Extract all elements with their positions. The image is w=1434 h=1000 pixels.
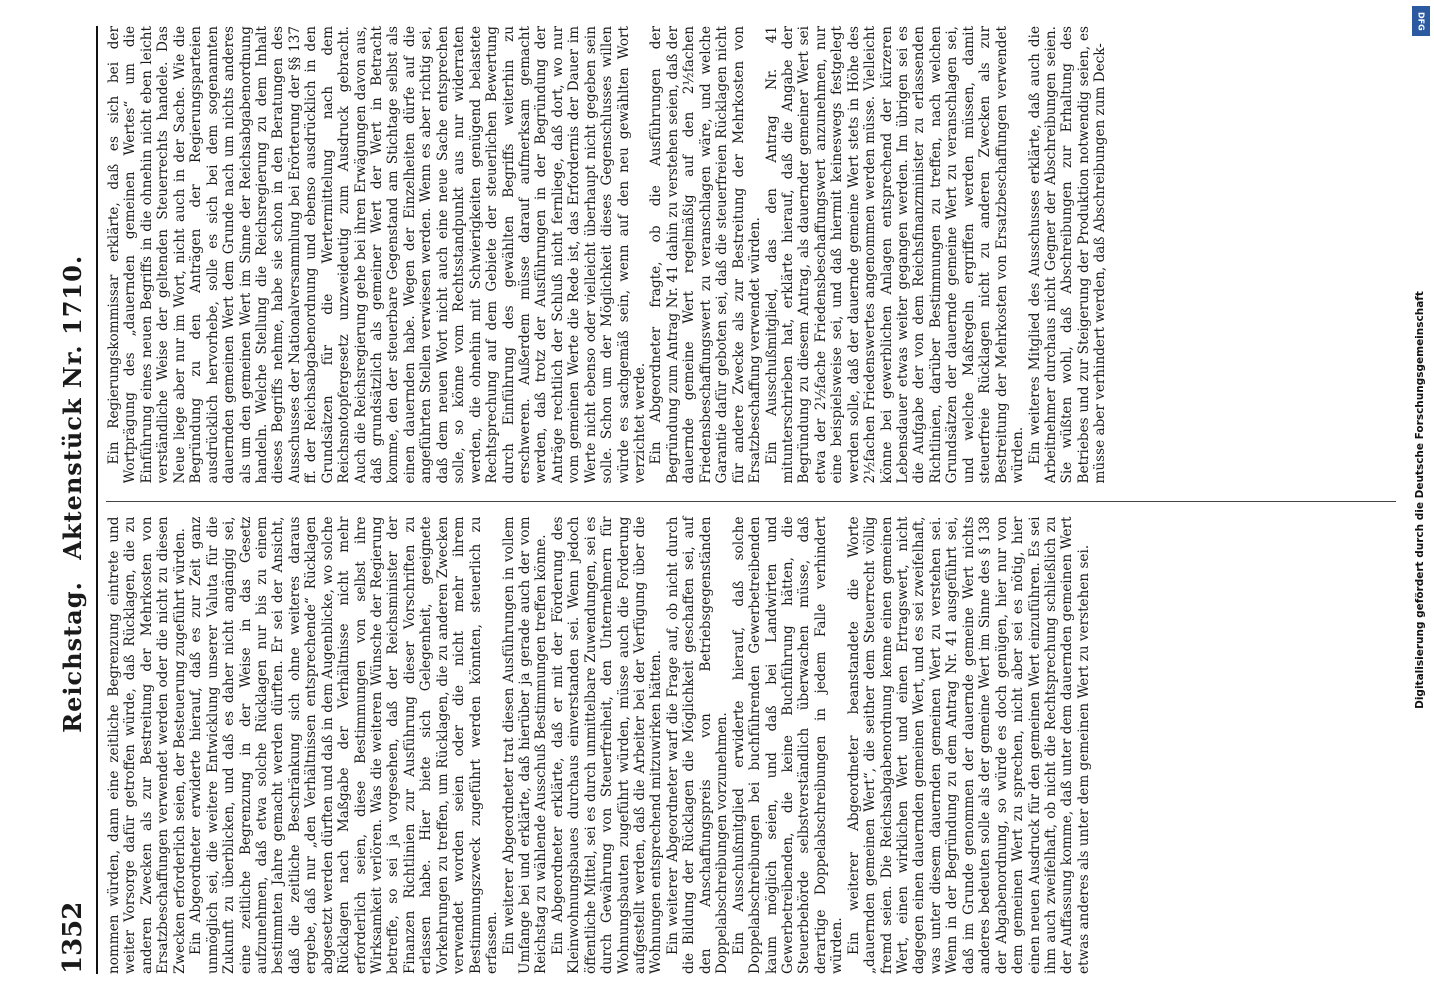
scanned-page <box>40 0 1410 1000</box>
page-number: 1352 <box>58 901 88 974</box>
paragraph: Ein Abgeordneter erwiderte hierauf, daß es zur Zeit ganz unmöglich sei, die weitere Entwicklung unserer Valuta für die Zukunft zu überblicken, und daß es daher nicht angängig sei, eine zeitliche Begrenzung in der Weise in das Gesetz aufzunehmen, daß etwa solche Rücklagen nur bis zu einem bestimmten Jahre gemacht werden dürften. Er sei der Ansicht, daß die zeitliche Beschränkung sich ohne weiteres daraus ergebe, daß nur „den Verhältnissen entsprechende“ Rücklagen abgesetzt werden dürften und daß in dem Augenblicke, wo solche Rücklagen nach Maßgabe der Verhältnisse nicht mehr erforderlich seien, diese Bestimmungen von selbst ihre Wirksamkeit verlören. Was die weiteren Wünsche der Regierung betreffe, so sei ja vorgesehen, daß der Reichsminister der Finanzen Richtlinien zur Ausführung dieser Vorschriften zu erlassen habe. Hier biete sich Gelegenheit, geeignete Vorkehrungen zu treffen, um Rücklagen, die zu anderen Zwecken verwendet worden seien oder die nicht mehr ihrem Bestimmungszweck zugeführt werden könnten, steuerlich zu erfassen. <box>188 516 501 974</box>
left-column <box>106 502 1396 975</box>
paragraph: Ein Regierungskommissar erklärte, daß es sich bei der Wortprägung des „dauernden gemeinen Wertes“ um die Einführung eines neuen Begriffs in die ohnehin nicht eben leicht verständliche Weise der geltenden Steuerrechts handele. Das Neue liege aber nur im Wort, nicht auch in der Sache. Wie die Begründung zu den Anträgen der Regierungsparteien ausdrücklich hervorhebe, solle es sich bei dem sogenannten dauernden gemeinen Wert dem Grunde nach um nichts anderes als um den gemeinen Wert im Sinne der Reichsabgabenordnung handeln. Welche Stellung die Reichsregierung zu dem Inhalt dieses Begriffs nehme, habe sie schon in den Beratungen des Ausschusses der Nationalversammlung bei Erörterung der §§ 137 ff. der Reichsabgabenordnung und ebenso ausdrücklich in den Grundsätzen für die Wertermittelung nach dem Reichsnotopfergesetz unzweideutig zum Ausdruck gebracht. Auch die Reichsregierung gehe bei ihren Erwägungen davon aus, daß grundsätzlich als gemeiner Wert der Wert in Betracht komme, den der steuerbare Gegenstand am Stichtage selbst als einen dauernden habe. Wegen der Einzelheiten dürfe auf die angeführten Stellen verwiesen werden. Wenn es aber richtig sei, daß dem neuen Wort nicht auch eine neue Sache entsprechen solle, so könne vom Rechtsstandpunkt aus nur widerraten werden, die ohnehin mit Schwierigkeiten genügend belastete Rechtsprechung auf dem Gebiete der steuerlichen Bewertung durch Einführung des gewählten Begriffs weiterhin zu erschweren. Außerdem müsse darauf aufmerksam gemacht werden, daß trotz der Ausführungen in der Begründung der Anträge rechtlich der Schluß nicht fernliege, daß dort, wo nur vom gemeinen Werte die Rede ist, das Erfordernis der Dauer im Werte nicht ebenso oder vielleicht überhaupt nicht gegeben sein solle. Schon um der Möglichkeit dieses Gegenschlusses willen würde es sachgemäß sein, wenn auf den neu gewählten Wort verzichtet werde. <box>106 26 648 484</box>
title-left: Reichstag. <box>58 581 87 733</box>
digitization-credit <box>1408 8 1432 992</box>
paragraph: nommen würden, dann eine zeitliche Begrenzung eintrete und weiter Vorsorge dafür getroffen würde, daß Rücklagen, die zu anderen Zwecken als zur Bestreitung der Mehrkosten von Ersatzbeschaffungen verwendet werden oder die nicht zu diesen Zwecken erforderlich seien, der Besteuerung zugeführt würden. <box>106 516 188 974</box>
paragraph: Ein Abgeordneter erklärte, daß er mit der Förderung des Kleinwohnungsbaues durchaus einverstanden sei. Wenn jedoch öffentliche Mittel, sei es durch unmittelbare Zuwendungen, sei es durch Gewährung von Steuerfreiheit, den Unternehmern für Wohnungsbauten zugeführt würden, müsse auch die Forderung aufgestellt werden, daß die Arbeiter bei der Verfügung über die Wohnungen entsprechend mitzuwirken hätten. <box>549 516 665 974</box>
paragraph: Ein Abgeordneter fragte, ob die Ausführungen der Begründung zum Antrag Nr. 41 dahin zu verstehen seien, daß der dauernde gemeine Wert regelmäßig auf den 2½fachen Friedensbeschaffungswert zu veranschlagen wäre, und welche Garantie dafür geboten sei, daß die steuerfreien Rücklagen nicht für andere Zwecke als zur Bestreitung der Mehrkosten von Ersatzbeschaffung verwendet würden. <box>648 26 764 484</box>
paragraph: Ein weiterer Abgeordneter warf die Frage auf, ob nicht durch die Bildung der Rücklagen die Möglichkeit geschaffen sei, auf den Anschaffungspreis von Betriebsgegenständen Doppelabschreibungen vorzunehmen. <box>664 516 731 974</box>
credit-text: Digitalisierung gefördert durch die Deutsche Forschungsgemeinschaft <box>1414 291 1427 709</box>
dfg-logo: DFG <box>1412 6 1430 36</box>
page-header <box>58 26 98 974</box>
paragraph: Ein Ausschußmitglied, das den Antrag Nr. 41 mitunterschrieben hat, erklärte hierauf, daß die Angabe der Begründung zu diesem Antrag, als dauernder gemeiner Wert sei etwa der 2½fache Friedensbeschaffungswert anzunehmen, nur eine beispielsweise sei, und daß hiermit keineswegs festgelegt werden solle, daß der dauernde gemeine Wert stets in Höhe des 2½fachen Friedenswertes angenommen werden müsse. Vielleicht könne bei gewerblichen Anlagen entsprechend der kürzeren Lebensdauer etwas weiter gegangen werden. Im übrigen sei es die Aufgabe der von dem Reichsfinanzminister zu erlassenden Richtlinien, darüber Bestimmungen zu treffen, nach welchen Grundsätzen der dauernde gemeine Wert zu veranschlagen sei, und welche Maßregeln ergriffen werden müssen, damit steuerfreie Rücklagen nicht zu anderen Zwecken als zur Bestreitung der Mehrkosten von Ersatzbeschaffungen verwendet würden. <box>763 26 1027 484</box>
text-columns <box>106 26 1396 974</box>
paragraph: Ein weiterer Abgeordneter trat diesen Ausführungen in vollem Umfange bei und erklärte, daß hierüber ja gerade auch der vom Reichstag zu wählende Ausschuß Bestimmungen treffen könne. <box>500 516 550 974</box>
paragraph: Ein Ausschußmitglied erwiderte hierauf, daß solche Doppelabschreibungen bei buchführenden Gewerbetreibenden kaum möglich seien, und daß bei Landwirten und Gewerbetreibenden, die keine Buchführung hätten, die Steuerbehörde selbstverständlich überwachen müsse, daß derartige Doppelabschreibungen in jedem Falle verhindert würden. <box>730 516 846 974</box>
page-title <box>58 249 87 739</box>
right-column <box>106 26 1396 484</box>
paragraph: Ein weiterer Abgeordneter beanstandete die Worte „dauernden gemeinen Wert“, die seither dem Steuerrecht völlig fremd seien. Die Reichsabgabenordnung kenne einen gemeinen Wert, einen wirklichen Wert und einen Ertragswert, nicht dagegen einen dauernden gemeinen Wert, und es sei zweifelhaft, was unter diesem dauernden gemeinen Wert zu verstehen sei. Wenn in der Begründung zu dem Antrag Nr. 41 ausgeführt sei, daß im Grunde genommen der dauernde gemeine Wert nichts anderes bedeuten solle als der gemeine Wert im Sinne des § 138 der Abgabenordnung, so würde es doch genügen, hier nur von dem gemeinen Wert zu sprechen, nicht aber sei es nötig, hier einen neuen Ausdruck für den gemeinen Wert einzuführen. Es sei ihm auch zweifelhaft, ob nicht die Rechtsprechung schließlich zu der Auffassung komme, daß unter dem dauernden gemeinen Wert etwas anderes als unter dem gemeinen Wert zu verstehen sei. <box>845 516 1092 974</box>
paragraph: Ein weiteres Mitglied des Ausschusses erklärte, daß auch die Arbeitnehmer durchaus nicht Gegner der Abschreibungen seien. Sie wüßten wohl, daß Abschreibungen zur Erhaltung des Betriebes und zur Steigerung der Produktion notwendig seien, es müsse aber verhindert werden, daß Abschreibungen zum Deck- <box>1026 26 1109 484</box>
title-right: Aktenstück Nr. 1710. <box>58 254 87 560</box>
